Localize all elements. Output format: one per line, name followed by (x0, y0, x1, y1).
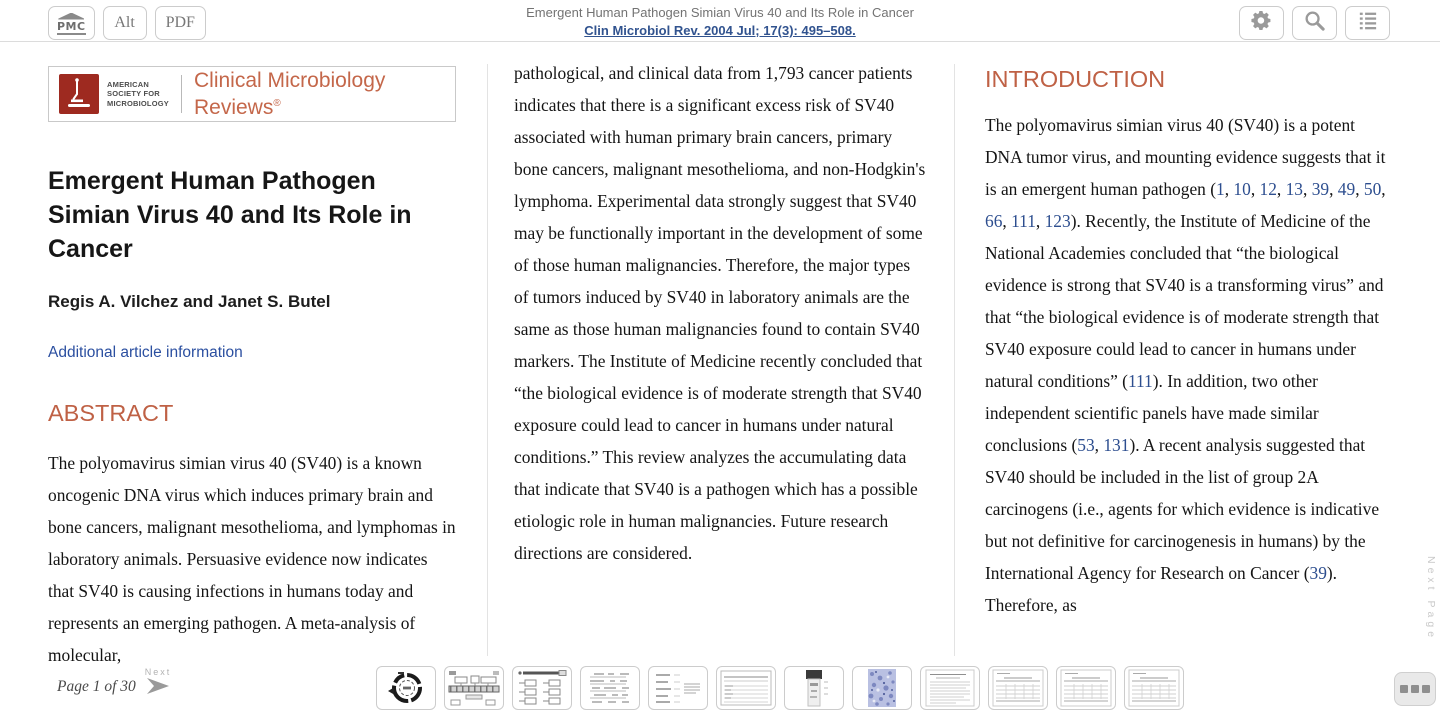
header-citation-link[interactable]: Clin Microbiol Rev. 2004 Jul; 17(3): 495–508. (584, 23, 856, 38)
citation-link[interactable]: 10 (1233, 179, 1251, 199)
search-button[interactable] (1292, 6, 1337, 40)
page-thumbnail-table-page[interactable] (1124, 666, 1184, 710)
page-thumbnail-data-table[interactable] (716, 666, 776, 710)
citation-link[interactable]: 50 (1363, 179, 1382, 199)
next-page-edge-label[interactable]: Next Page (1425, 556, 1437, 642)
column-1 (48, 66, 456, 671)
toolbar-right-group (1239, 6, 1390, 40)
top-toolbar (0, 0, 1440, 42)
alt-view-button[interactable] (103, 6, 147, 40)
page-thumbnail-circular-genome-map[interactable] (376, 666, 436, 710)
page-indicator: Page 1 of 30 (57, 678, 136, 695)
introduction-heading: INTRODUCTION (985, 66, 1166, 92)
pmc-home-button[interactable] (48, 6, 95, 40)
citation-link[interactable]: 13 (1285, 179, 1303, 199)
page-thumbnail-assay-schematic[interactable] (512, 666, 572, 710)
header-article-title: Emergent Human Pathogen Simian Virus 40 and Its Role in Cancer (526, 5, 914, 20)
citation-link[interactable]: 12 (1259, 179, 1277, 199)
microscope-icon (59, 74, 99, 114)
citation-link[interactable]: 39 (1311, 179, 1330, 199)
society-name: AMERICAN SOCIETY FOR MICROBIOLOGY (107, 79, 169, 108)
citation-link[interactable]: 111 (1011, 211, 1036, 231)
citation-link[interactable]: 1 (1216, 179, 1225, 199)
contents-button[interactable] (1345, 6, 1390, 40)
column-2 (514, 57, 926, 569)
page-thumbnail-histology-micrograph[interactable] (852, 666, 912, 710)
pmc-building-icon (58, 13, 84, 20)
more-pages-button[interactable] (1394, 672, 1436, 706)
intro-paragraph: The polyomavirus simian virus 40 (SV40) is a potent DNA tumor virus, and mounting evidence suggests that it is an emergent human pathogen (1, 10, 12, 13, 39, 49, 50, 66, 111, 123). Recently, the Institute of Medicine of the National Academies concluded that “the biological evidence is strong that SV40 is a transforming virus” and that “the biological evidence is of moderate strength that SV40 exposure could lead to cancer in humans under natural conditions” (111). In addition, two other independent scientific panels have made similar conclusions (53, 131). A recent analysis suggested that SV40 should be included in the list of group 2A carcinogens (i.e., agents for which evidence is indicative but not definitive for carcinogenesis in humans) by the International Agency for Research on Cancer (39). Therefore, as (985, 115, 1386, 615)
article-authors: Regis A. Vilchez and Janet S. Butel (48, 292, 331, 311)
pmc-button-label: PMC (57, 19, 86, 33)
column-3 (985, 66, 1393, 621)
page-thumbnail-gel-blot[interactable] (784, 666, 844, 710)
journal-banner (48, 66, 456, 122)
abstract-heading: ABSTRACT (48, 400, 174, 426)
journal-name: Clinical Microbiology Reviews® (193, 69, 386, 119)
citation-link[interactable]: 111 (1127, 371, 1153, 391)
page-thumbnail-sequence-listing[interactable] (648, 666, 708, 710)
page-thumbnail-sequence-alignment[interactable] (580, 666, 640, 710)
column-divider (487, 64, 488, 656)
citation-link[interactable]: 123 (1044, 211, 1071, 231)
citation-link[interactable]: 49 (1337, 179, 1356, 199)
page-thumbnail-text-page[interactable] (920, 666, 980, 710)
additional-info-link[interactable]: Additional article information (48, 344, 243, 361)
toolbar-left-group (48, 6, 206, 40)
next-arrow-icon (145, 677, 171, 695)
page-thumbnail-table-page[interactable] (1056, 666, 1116, 710)
citation-link[interactable]: 66 (985, 211, 1003, 231)
more-pages-icon (1400, 685, 1408, 693)
citation-link[interactable]: 39 (1309, 563, 1327, 583)
abstract-paragraph-col2: pathological, and clinical data from 1,793 cancer patients indicates that there is a significant excess risk of SV40 associated with human primary brain cancers, primary bone cancers, malignant mesothelioma, and non-Hodgkin's lymphoma. Experimental data strongly suggest that SV40 may be functionally important in the development of some of those human malignancies. Therefore, the major types of tumors induced by SV40 in laboratory animals are the same as those human malignancies found to contain SV40 markers. The Institute of Medicine recently concluded that “the biological evidence is of moderate strength that SV40 exposure could lead to cancer in humans under natural conditions.” This review analyzes the accumulating data that indicate that SV40 is a pathogen which has a possible etiologic role in human malignancies. Future research directions are considered. (514, 63, 926, 563)
abstract-paragraph-col1: The polyomavirus simian virus 40 (SV40) is a known oncogenic DNA virus which induces primary brain and bone cancers, malignant mesothelioma, and lymphomas in laboratory animals. Persuasive evidence now indicates that SV40 is causing infections in humans today and represents an emerging pathogen. A meta-analysis of molecular, (48, 453, 456, 665)
settings-button[interactable] (1239, 6, 1284, 40)
article-title: Emergent Human Pathogen Simian Virus 40 and Its Role in Cancer (48, 167, 412, 263)
search-icon (1303, 9, 1326, 37)
page-thumbnail-table-page[interactable] (988, 666, 1048, 710)
pdf-button[interactable] (155, 6, 206, 40)
column-divider (954, 64, 955, 656)
next-page-button[interactable] (136, 667, 180, 700)
next-label: Next (144, 667, 172, 677)
citation-link[interactable]: 131 (1103, 435, 1130, 455)
citation-link[interactable]: 53 (1077, 435, 1095, 455)
banner-divider (181, 75, 182, 113)
list-icon (1356, 9, 1379, 37)
alt-button-label: Alt (114, 14, 135, 31)
gear-icon (1250, 9, 1273, 37)
thumbnail-strip (376, 666, 1184, 710)
pdf-button-label: PDF (165, 14, 195, 31)
page-thumbnail-genome-organization-diagram[interactable] (444, 666, 504, 710)
toolbar-title-block (300, 5, 1140, 40)
